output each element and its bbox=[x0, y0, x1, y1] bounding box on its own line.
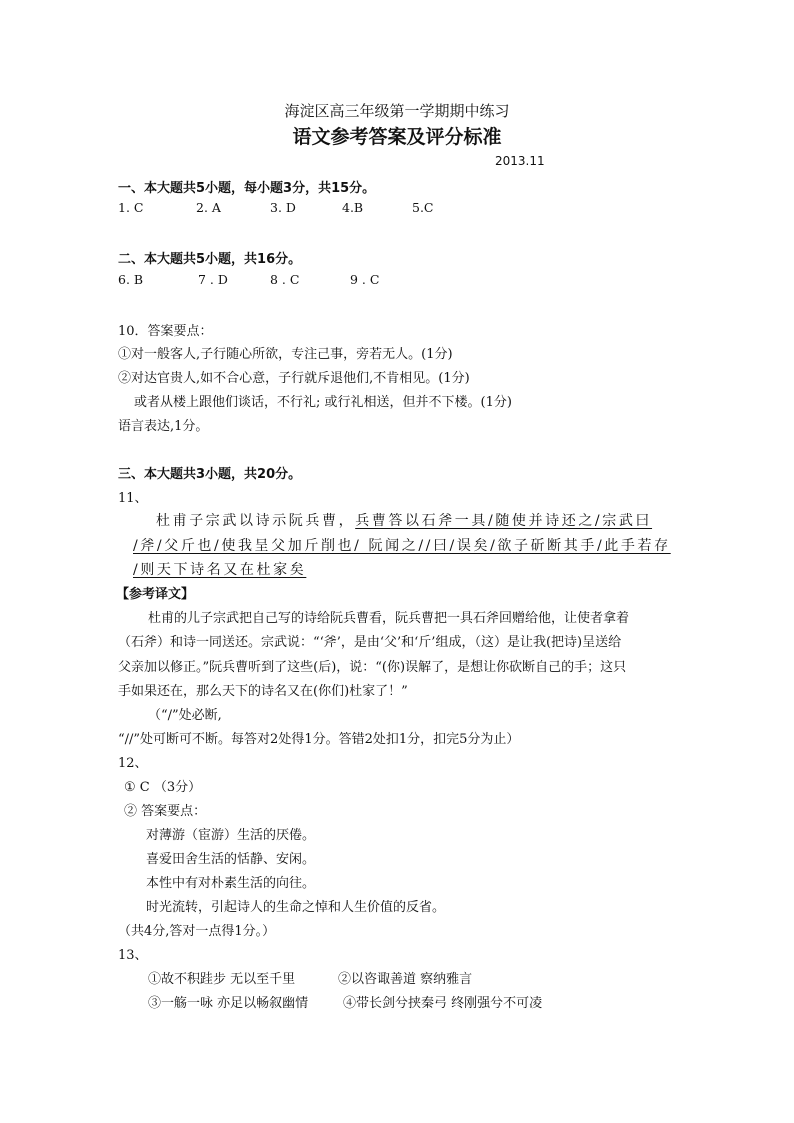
answer-1: 1. C bbox=[118, 200, 144, 215]
q10-point2: ②对达官贵人,如不合心意，子行就斥退他们,不肯相见。(1分) bbox=[118, 371, 470, 386]
q11-line1-prefix: 杜甫子宗武以诗示阮兵曹， bbox=[156, 513, 356, 529]
doc-date: 2013.11 bbox=[495, 154, 545, 168]
q10-point3: 或者从楼上跟他们谈话，不行礼; 或行礼相送，但并不下楼。(1分) bbox=[134, 395, 512, 410]
q12-score: （共4分,答对一点得1分。） bbox=[118, 924, 276, 939]
answer-6: 6. B bbox=[118, 272, 144, 287]
section2-heading: 二、本大题共5小题，共16分。 bbox=[118, 252, 302, 267]
q12-point1: 对薄游（宦游）生活的厌倦。 bbox=[146, 828, 316, 843]
q11-line1-punctuated: 兵曹答以石斧一具/随使并诗还之/宗武曰 bbox=[355, 513, 653, 529]
answer-5: 5.C bbox=[412, 200, 434, 215]
translation-line4: 手如果还在，那么天下的诗名又在(你们)杜家了！” bbox=[118, 684, 408, 699]
q13-answer3: ③一觞一咏 亦足以畅叙幽情 bbox=[148, 996, 309, 1011]
translation-line3: 父亲加以修正。”阮兵曹听到了这些(后)，说：“(你)误解了，是想让你砍断自己的手；这只 bbox=[118, 660, 627, 675]
q10-point1: ①对一般客人,子行随心所欲，专注己事，旁若无人。(1分) bbox=[118, 347, 453, 362]
q12-label: 12、 bbox=[118, 756, 148, 771]
q11-line2: /斧/父斤也/使我呈父加斤削也/ 阮闻之//曰/误矣/欲子斫断其手/此手若存 bbox=[133, 538, 671, 554]
reference-translation-title: 【参考译文】 bbox=[116, 587, 195, 602]
q13-label: 13、 bbox=[118, 948, 148, 963]
answer-7: 7 . D bbox=[198, 272, 228, 287]
answer-3: 3. D bbox=[270, 200, 296, 215]
doc-title: 海淀区高三年级第一学期期中练习 bbox=[284, 102, 510, 120]
q11-line3: /则天下诗名又在杜家矣 bbox=[133, 562, 307, 578]
section1-heading: 一、本大题共5小题，每小题3分，共15分。 bbox=[118, 181, 376, 196]
answer-8: 8 . C bbox=[270, 272, 300, 287]
q12-item2: ② 答案要点： bbox=[124, 804, 207, 819]
q10-label: 10．答案要点： bbox=[118, 324, 213, 339]
answer-9: 9 . C bbox=[350, 272, 380, 287]
q12-point2: 喜爱田舍生活的恬静、安闲。 bbox=[146, 852, 316, 867]
translation-line2: （石斧）和诗一同送还。宗武说：“‘斧’，是由‘父’和‘斤’组成，（这）是让我(把诗)呈送给 bbox=[118, 635, 622, 650]
section2-answers bbox=[118, 272, 379, 287]
section1-answers bbox=[118, 200, 434, 215]
answer-4: 4.B bbox=[342, 200, 364, 215]
doc-subtitle: 语文参考答案及评分标准 bbox=[292, 126, 502, 148]
q13-answer4: ④带长剑兮挟秦弓 终刚强兮不可凌 bbox=[343, 996, 543, 1011]
q12-point4: 时光流转，引起诗人的生命之悼和人生价值的反省。 bbox=[146, 900, 446, 915]
q13-answer1: ①故不积跬步 无以至千里 bbox=[148, 972, 296, 987]
answer-2: 2. A bbox=[196, 200, 221, 215]
translation-line1: 杜甫的儿子宗武把自己写的诗给阮兵曹看，阮兵曹把一具石斧回赠给他，让使者拿着 bbox=[148, 611, 630, 626]
q11-line1 bbox=[156, 510, 652, 530]
q12-point3: 本性中有对朴素生活的向往。 bbox=[146, 876, 316, 891]
section3-heading: 三、本大题共3小题，共20分。 bbox=[118, 467, 302, 482]
scoring-note2: “//”处可断可不断。每答对2处得1分。答错2处扣1分，扣完5分为止） bbox=[118, 732, 520, 747]
q11-label: 11、 bbox=[118, 491, 148, 506]
q10-point4: 语言表达,1分。 bbox=[118, 419, 209, 434]
scoring-note1: （“/”处必断, bbox=[148, 708, 222, 723]
q13-answer2: ②以咨诹善道 察纳雅言 bbox=[338, 972, 473, 987]
q12-item1: ① C （3分） bbox=[124, 780, 202, 795]
